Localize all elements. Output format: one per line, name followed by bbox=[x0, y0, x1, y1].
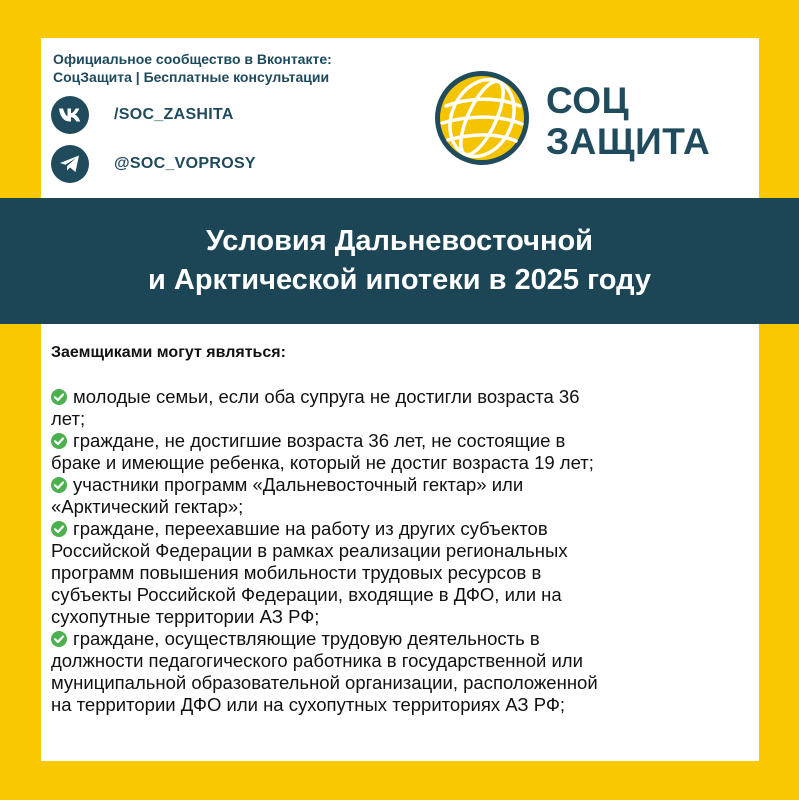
list-item bbox=[51, 430, 759, 474]
item-text: молодые семьи, если оба супруга не достигли возраста 36 bbox=[73, 386, 580, 407]
telegram-handle: @SOC_VOPROSY bbox=[114, 155, 256, 172]
conditions-text bbox=[51, 342, 759, 716]
vk-handle: /SOC_ZASHITA bbox=[114, 106, 234, 123]
item-text: браке и имеющие ребенка, который не достиг возраста 19 лет; bbox=[51, 452, 594, 473]
content-card bbox=[41, 324, 759, 761]
item-text: Российской Федерации в рамках реализации региональных bbox=[51, 540, 568, 561]
telegram-link[interactable] bbox=[51, 145, 256, 183]
check-icon bbox=[51, 631, 67, 647]
globe-logo-icon bbox=[432, 68, 532, 168]
vk-link[interactable] bbox=[51, 96, 234, 134]
community-line-2: СоцЗащита | Бесплатные консультации bbox=[53, 69, 330, 85]
list-item bbox=[51, 474, 759, 518]
item-text: граждане, переехавшие на работу из других субъектов bbox=[73, 518, 548, 539]
banner-line-2: и Арктической ипотеки в 2025 году bbox=[148, 264, 651, 296]
check-icon bbox=[51, 433, 67, 449]
title-banner bbox=[0, 198, 799, 324]
community-info bbox=[53, 50, 332, 86]
borrowers-heading: Заемщиками могут являться: bbox=[51, 344, 286, 361]
item-text: «Арктический гектар»; bbox=[51, 496, 244, 517]
logo-line-2: ЗАЩИТА bbox=[546, 121, 711, 162]
item-text: на территории ДФО или на сухопутных территориях АЗ РФ; bbox=[51, 694, 566, 715]
check-icon bbox=[51, 477, 67, 493]
list-item bbox=[51, 386, 759, 430]
logo-wordmark bbox=[546, 80, 710, 162]
logo-line-1: СОЦ bbox=[546, 80, 630, 121]
banner-line-1: Условия Дальневосточной bbox=[205, 225, 594, 257]
item-text: сухопутные территории АЗ РФ; bbox=[51, 606, 320, 627]
vk-icon bbox=[51, 96, 89, 134]
item-text: программ повышения мобильности трудовых ресурсов в bbox=[51, 562, 542, 583]
telegram-icon bbox=[51, 145, 89, 183]
item-text: должности педагогического работника в государственной или bbox=[51, 650, 583, 671]
list-item bbox=[51, 628, 759, 716]
item-text: участники программ «Дальневосточный гектар» или bbox=[73, 474, 524, 495]
header-card bbox=[41, 38, 759, 200]
item-text: лет; bbox=[51, 408, 86, 429]
check-icon bbox=[51, 389, 67, 405]
item-text: субъекты Российской Федерации, входящие в ДФО, или на bbox=[51, 584, 562, 605]
check-icon bbox=[51, 521, 67, 537]
item-text: граждане, не достигшие возраста 36 лет, не состоящие в bbox=[73, 430, 566, 451]
community-line-1: Официальное сообщество в Вконтакте: bbox=[53, 51, 332, 67]
item-text: муниципальной образовательной организации, расположенной bbox=[51, 672, 598, 693]
item-text: граждане, осуществляющие трудовую деятельность в bbox=[73, 628, 540, 649]
list-item bbox=[51, 518, 759, 628]
